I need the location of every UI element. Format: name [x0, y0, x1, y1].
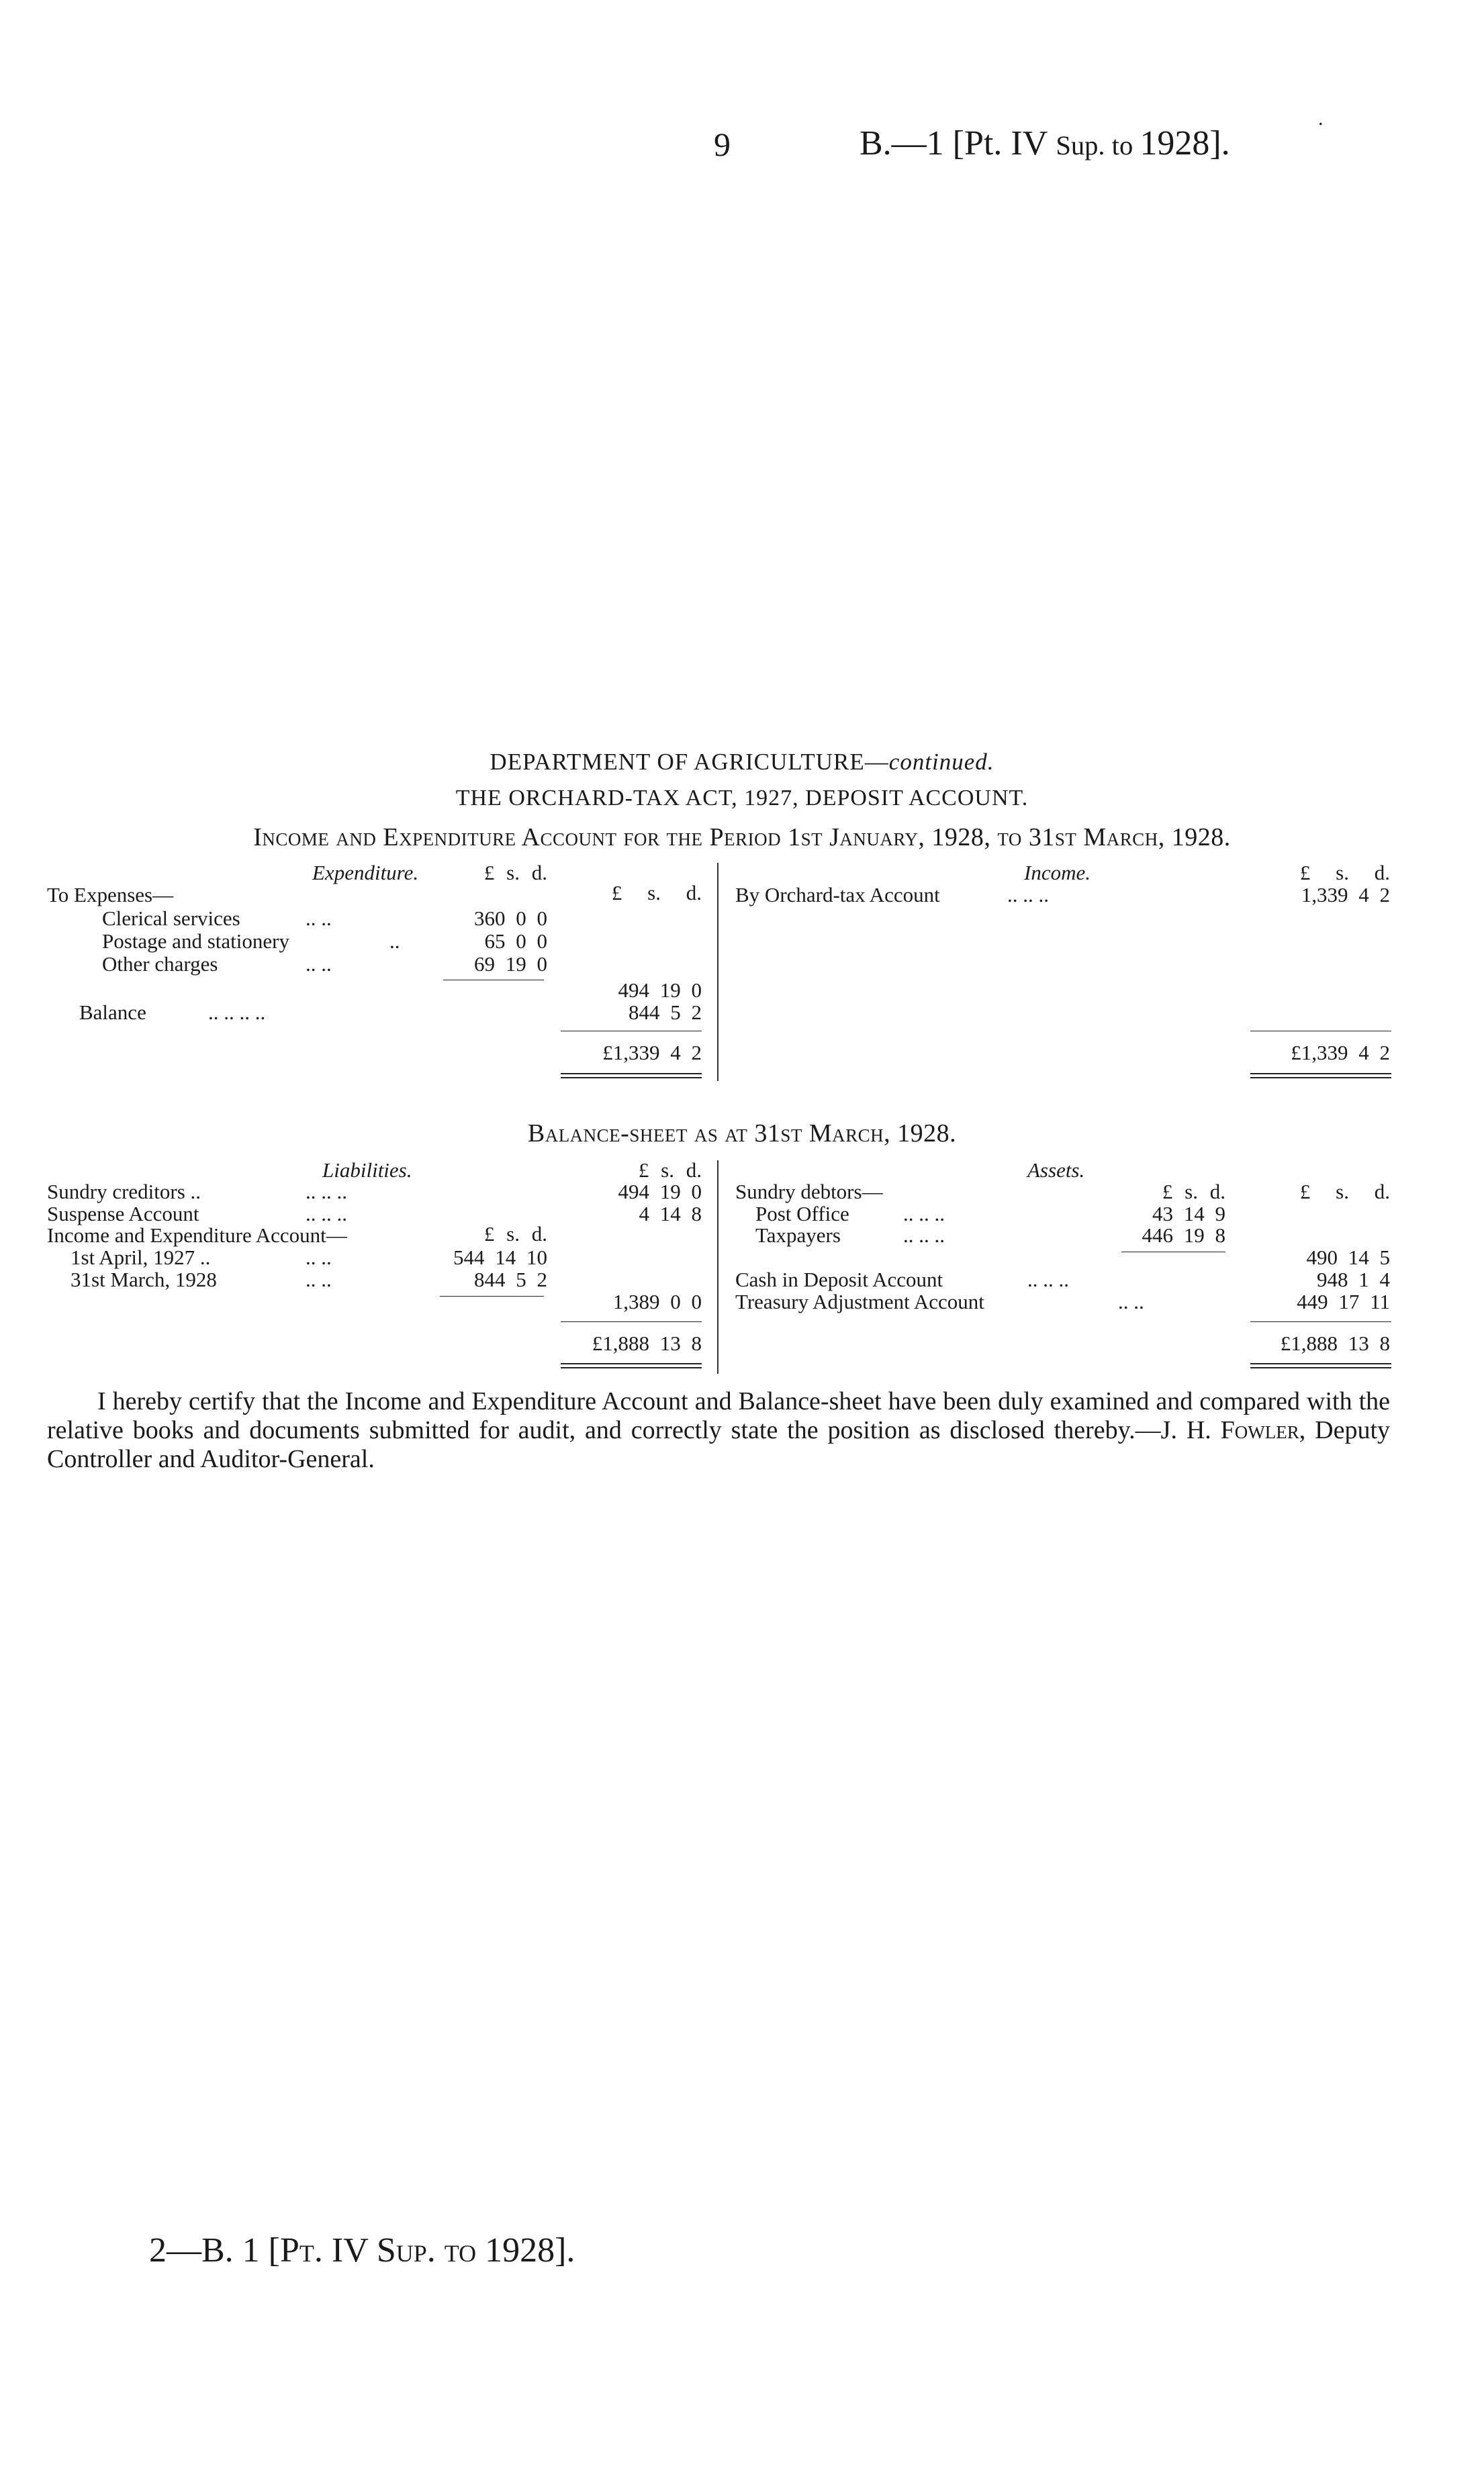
leader-dots: .. .. .. .. — [208, 1000, 266, 1024]
header-iv: IV — [1002, 124, 1056, 162]
department-name: DEPARTMENT OF AGRICULTURE— — [490, 749, 889, 775]
total-double-rule-2 — [1250, 1367, 1391, 1368]
col-header-lsd-1: £ s. d. — [483, 861, 547, 884]
balance-label: Balance — [79, 1000, 146, 1024]
expense-item-label: Other charges — [102, 952, 218, 976]
total-double-rule-1 — [1250, 1073, 1391, 1074]
column-divider — [717, 863, 718, 1081]
ie-item-label: 1st April, 1927 .. — [71, 1246, 211, 1269]
debtor-item-amount: 43 14 9 — [1152, 1202, 1225, 1225]
expenditure-caption: Expenditure. — [312, 861, 419, 884]
leader-dots: .. .. .. — [1007, 883, 1049, 906]
certificate-title: Deputy Controller and Auditor-General. — [47, 1416, 1391, 1473]
running-header — [860, 124, 1230, 163]
total-double-rule-2 — [561, 1077, 702, 1078]
treasury-adjustment-amount: 449 17 11 — [1297, 1290, 1390, 1313]
header-to: to — [1105, 130, 1140, 160]
leader-dots: .. .. — [306, 952, 332, 976]
assets-total: £1,888 13 8 — [1280, 1332, 1390, 1355]
act-title: THE ORCHARD-TAX ACT, 1927, DEPOSIT ACCOUNT. — [455, 786, 1029, 810]
total-rule-top — [561, 1321, 702, 1322]
leader-dots: .. .. .. — [903, 1202, 945, 1225]
orchard-tax-amount: 1,339 4 2 — [1301, 883, 1390, 906]
sundry-creditors-label: Sundry creditors .. — [47, 1180, 201, 1203]
total-double-rule-2 — [1250, 1077, 1391, 1078]
leader-dots: .. .. .. — [306, 1180, 347, 1203]
ie-item-amount: 544 14 10 — [453, 1246, 547, 1269]
total-double-rule-1 — [1250, 1363, 1391, 1364]
debtor-item-amount: 446 19 8 — [1142, 1223, 1225, 1247]
expenses-subtotal: 494 19 0 — [618, 978, 702, 1002]
income-caption: Income. — [1024, 861, 1091, 884]
leader-dots: .. .. — [306, 1246, 332, 1269]
leader-dots: .. .. .. — [306, 1202, 347, 1225]
income-total: £1,339 4 2 — [1291, 1041, 1390, 1064]
ie-account-label: Income and Expenditure Account— — [47, 1223, 347, 1247]
expense-item-label: Postage and stationery — [102, 929, 289, 953]
suspense-account-label: Suspense Account — [47, 1202, 199, 1225]
income-account-title: Income and Expenditure Account for the Period 1st January, 1928, to 31st March, 1928. — [253, 823, 1231, 851]
department-title — [0, 749, 1484, 776]
header-prefix: B.—1 [ — [860, 124, 964, 162]
expense-item-amount: 65 0 0 — [484, 929, 547, 953]
leader-dots: .. — [389, 929, 400, 953]
suspense-account-amount: 4 14 8 — [639, 1202, 702, 1225]
liabilities-total: £1,888 13 8 — [592, 1332, 702, 1355]
orchard-tax-label: By Orchard-tax Account — [735, 883, 940, 906]
col-header-lsd-4: £ s. d. — [1299, 1180, 1390, 1203]
total-double-rule-1 — [561, 1073, 702, 1074]
header-year: 1928]. — [1140, 124, 1230, 162]
col-header-lsd-3: £ s. d. — [1299, 861, 1390, 884]
ie-item-label: 31st March, 1928 — [71, 1268, 217, 1291]
running-mark: . — [1318, 107, 1324, 130]
expenditure-total: £1,339 4 2 — [602, 1041, 702, 1064]
cash-deposit-amount: 948 1 4 — [1317, 1268, 1390, 1291]
expense-item-amount: 360 0 0 — [474, 906, 547, 930]
ie-account-subtotal: 1,389 0 0 — [612, 1290, 702, 1313]
expense-item-amount: 69 19 0 — [474, 952, 547, 976]
liabilities-caption: Liabilities. — [322, 1158, 412, 1182]
debtors-subtotal: 490 14 5 — [1306, 1246, 1390, 1269]
column-divider — [717, 1160, 718, 1374]
assets-caption: Assets. — [1027, 1158, 1085, 1182]
balance-sheet-title: Balance-sheet as at 31st March, 1928. — [527, 1119, 957, 1148]
certificate-signatory: J. H. Fowler, — [1160, 1416, 1306, 1444]
header-pt: Pt. — [964, 124, 1003, 162]
total-double-rule-2 — [561, 1367, 702, 1368]
col-header-lsd-3: £ s. d. — [1162, 1180, 1225, 1203]
sundry-debtors-label: Sundry debtors— — [735, 1180, 883, 1203]
page-number: 9 — [714, 126, 731, 163]
department-continued: continued. — [888, 749, 994, 775]
leader-dots: .. .. .. — [903, 1223, 945, 1247]
expense-item-label: Clerical services — [102, 906, 240, 930]
to-expenses-label: To Expenses— — [47, 883, 174, 906]
certificate-text: I hereby certify that the Income and Expenditure Account and Balance-sheet have been duly examined and compared with the relative books and documents submitted for audit, and correctly state the position as disclosed thereby.— — [47, 1387, 1390, 1444]
treasury-adjustment-label: Treasury Adjustment Account — [735, 1290, 984, 1313]
debtor-item-label: Taxpayers — [755, 1223, 841, 1247]
total-double-rule-1 — [561, 1363, 702, 1364]
col-header-lsd-2: £ s. d. — [611, 881, 702, 904]
audit-certificate — [47, 1387, 1390, 1474]
header-sup: Sup. — [1056, 130, 1105, 160]
col-header-lsd-1: £ s. d. — [638, 1158, 702, 1182]
cash-deposit-label: Cash in Deposit Account — [735, 1268, 943, 1291]
total-rule-top — [1250, 1321, 1391, 1322]
balance-amount: 844 5 2 — [629, 1000, 702, 1024]
leader-dots: .. .. .. — [1027, 1268, 1069, 1291]
debtor-item-label: Post Office — [755, 1202, 849, 1225]
leader-dots: .. .. — [1118, 1290, 1144, 1313]
subtotal-rule — [440, 1296, 544, 1297]
col-header-lsd-2: £ s. d. — [483, 1222, 547, 1246]
leader-dots: .. .. — [306, 1268, 332, 1291]
sundry-creditors-amount: 494 19 0 — [618, 1180, 702, 1203]
ie-item-amount: 844 5 2 — [474, 1268, 547, 1291]
footer-reference: 2—B. 1 [Pt. IV Sup. to 1928]. — [149, 2231, 575, 2270]
leader-dots: .. .. — [306, 906, 332, 930]
